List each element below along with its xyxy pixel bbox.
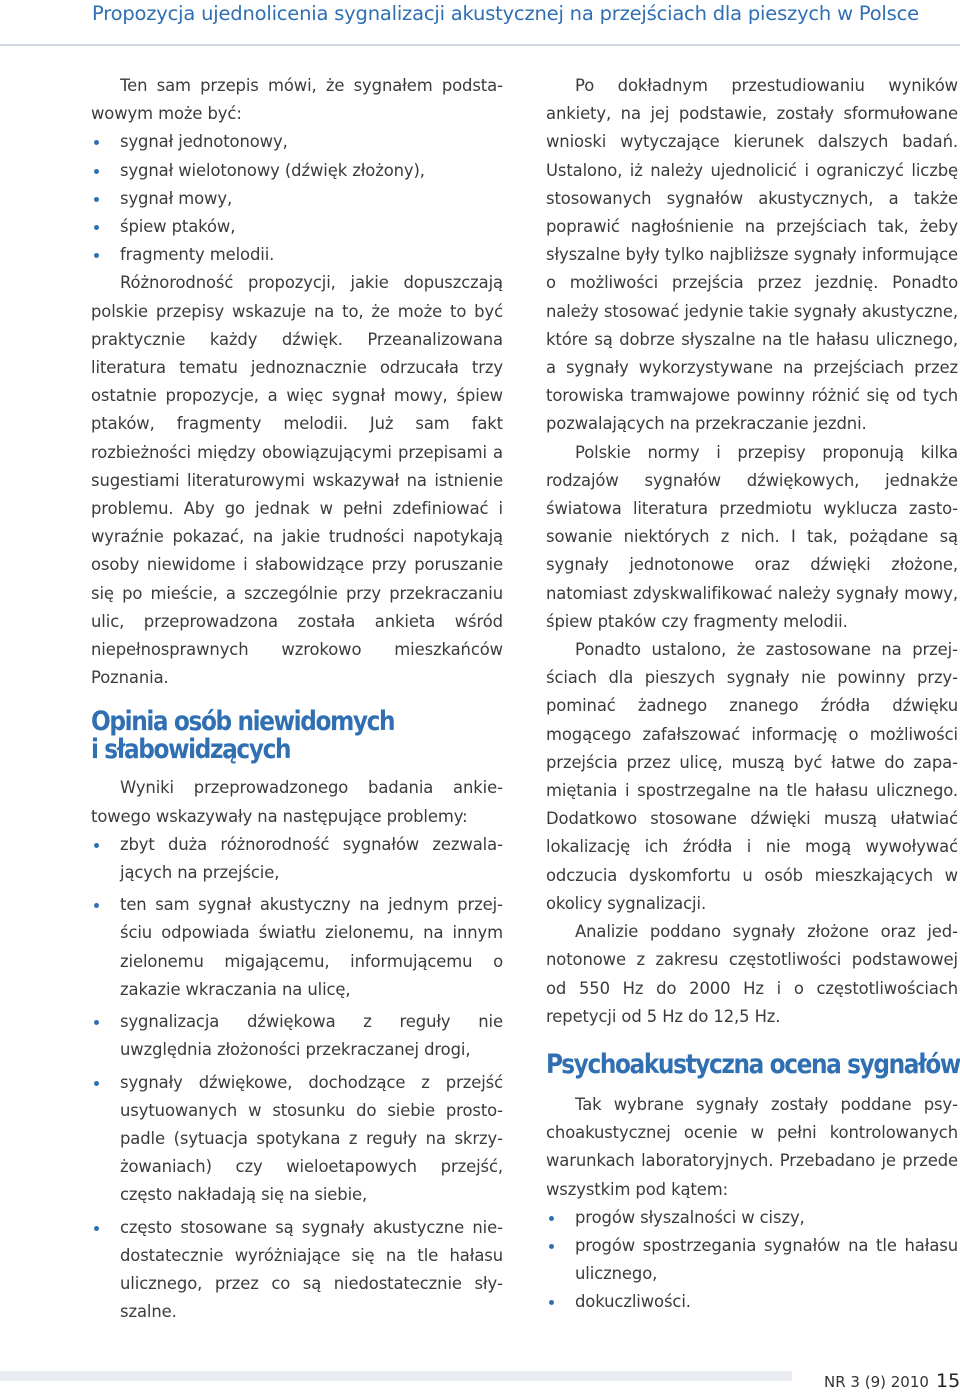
list-item: zbyt duża różnorodność sygnałów zezwalających na przejście, [91, 831, 503, 887]
list-item: progów słyszalności w ciszy, [546, 1204, 958, 1232]
list-item: dokuczliwości. [546, 1288, 958, 1316]
heading-line: Opinia osób niewidomych [91, 706, 395, 738]
list-item: śpiew ptaków, [91, 213, 503, 241]
left-column [91, 72, 503, 1330]
body-paragraph: Analizie poddano sygnały złożone oraz jednotonowe z zakresu częstotliwości podstawowej od 550 Hz do 2000 Hz i o częstotliwościach repetycji od 5 Hz do 12,5 Hz. [546, 922, 958, 1026]
list-item: sygnał jednotonowy, [91, 128, 503, 156]
intro-paragraph: Ten sam przepis mówi, że sygnałem podstawowym może być: [91, 76, 503, 124]
body-paragraph: Tak wybrane sygnały zostały poddane psychoakustycznej ocenie w pełni kontrolowanych warunkach laboratoryjnych. Przebadano je przede wszystkim pod kątem: [546, 1094, 958, 1199]
problems-list [91, 831, 503, 1326]
body-paragraph: Ponadto ustalono, że zastosowane na przejściach dla pieszych sygnały nie powinny przypominać żadnego znanego źródła dźwięku mogącego zafałszować informację o możliwości przejścia przez ulicę, muszą być łatwe do zapamiętania i spostrzegalne na tle hałasu ulicznego. Dodatkowo stosowane dźwięki muszą ułatwiać lokalizację ich źródła i nie mogą wywoływać odczucia dyskomfortu u osób mieszkających w okolicy sygnalizacji. [546, 640, 958, 913]
list-item: sygnał mowy, [91, 185, 503, 213]
list-item: ten sam sygnał akustyczny na jednym przejściu odpowiada światłu zielonemu, na innym zielonemu migającemu, informującemu o zakazie wkraczania na ulicę, [91, 891, 503, 1004]
body-paragraph: Różnorodność propozycji, jakie dopuszczają polskie przepisy wskazuje na to, że może to być praktycznie każdy dźwięk. Przeanalizowana literatura tematu jednoznacznie odrzucała trzy ostatnie propozycje, a więc sygnał mowy, śpiew ptaków, fragmenty melodii. Już sam fakt rozbieżności między obowiązującymi przepisami a sugestiami literaturowymi wskazywał na istnienie problemu. Aby go jednak w pełni zdefiniować i wyraźnie pokazać, na jakie trudności napotykają osoby niewidome i słabowidzące przy poruszanie się po mieście, a szczególnie przy przekraczaniu ulic, przeprowadzona została ankieta wśród niepełnosprawnych wzrokowo mieszkańców Poznania. [91, 273, 503, 688]
list-item: często stosowane są sygnały akustyczne niedostatecznie wyróżniające się na tle hałasu ulicznego, przez co są niedostatecznie słyszalne. [91, 1214, 503, 1327]
page-number: 15 [936, 1370, 960, 1392]
body-paragraph: Po dokładnym przestudiowaniu wyników ankiety, na jej podstawie, zostały sformułowane wnioski wytyczające kierunek dalszych badań. Ustalono, iż należy ujednolicić i ograniczyć liczbę stosowanych sygnałów akustycznych, a także poprawić nagłośnienie na przejściach tak, żeby słyszalne były tylko najbliższe sygnały informujące o możliwości przejścia przez jezdnię. Ponadto należy stosować jedynie takie sygnały akustyczne, które są dobrze słyszalne na tle hałasu ulicznego, a sygnały wykorzystywane na przejściach przez torowiska tramwajowe powinny różnić się od tych pozwalających na przekraczanie jezdni. [546, 76, 958, 434]
running-title: Propozycja ujednolicenia sygnalizacji akustycznej na przejściach dla pieszych w Polsce [92, 2, 919, 25]
criteria-list [546, 1204, 958, 1317]
body-paragraph: Polskie normy i przepisy proponują kilka rodzajów sygnałów dźwiękowych, jednakże światowa literatura przedmiotu wyklucza zastosowanie niektórych z nich. I tak, pożądane są sygnały jednotonowe oraz dźwięki złożone, natomiast zdyskwalifikować należy sygnały mowy, śpiew ptaków czy fragmenty melodii. [546, 442, 958, 631]
list-item: sygnał wielotonowy (dźwięk złożony), [91, 157, 503, 185]
section-heading: Psychoakustyczna ocena sygnałów [546, 1048, 960, 1080]
list-item: sygnalizacja dźwiękowa z reguły nie uwzględnia złożoności przekraczanej drogi, [91, 1008, 503, 1064]
footer-bar [0, 1371, 792, 1381]
list-item: sygnały dźwiękowe, dochodzące z przejść usytuowanych w stosunku do siebie prostopadle (sytuacja spotykana z reguły na skrzyżowaniach) czy wieloetapowych przejść, często nakładają się na siebie, [91, 1069, 503, 1210]
body-paragraph: Wyniki przeprowadzonego badania ankietowego wskazywały na następujące problemy: [91, 778, 503, 826]
signal-types-list [91, 128, 503, 269]
page-header [0, 0, 960, 46]
list-item: progów spostrzegania sygnałów na tle hałasu ulicznego, [546, 1232, 958, 1288]
right-column [546, 72, 958, 1317]
issue-number: NR 3 (9) 2010 [824, 1373, 929, 1391]
heading-line: i słabowidzących [91, 734, 291, 766]
list-item: fragmenty melodii. [91, 241, 503, 269]
section-heading [91, 708, 445, 764]
